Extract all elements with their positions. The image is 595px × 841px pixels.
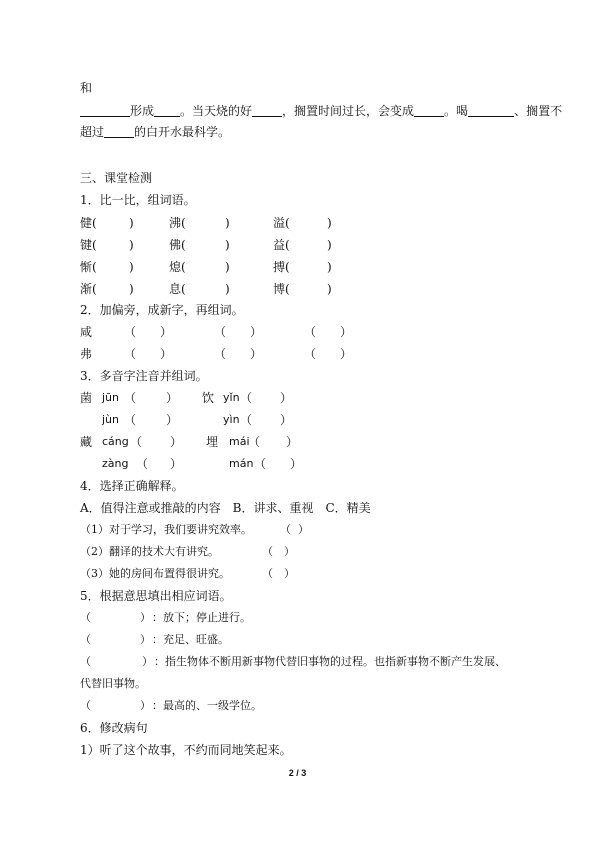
q2-row: 弗 （ ） （ ） （ ） xyxy=(80,347,353,361)
blank[interactable] xyxy=(104,125,134,138)
q1-row: 健( ) 沸( ) 溢( ) xyxy=(80,216,332,230)
blank[interactable] xyxy=(154,104,180,117)
q4-title: 4．选择正确解释。 xyxy=(80,479,184,493)
q1-row: 惭( ) 熄( ) 搏( ) xyxy=(80,260,332,274)
blank[interactable] xyxy=(414,104,444,117)
section-title: 三、课堂检测 xyxy=(80,171,153,185)
intro-line-0: 和 xyxy=(80,81,93,95)
q3-title: 3．多音字注音并组词。 xyxy=(80,369,208,383)
blank[interactable] xyxy=(468,104,514,117)
intro-line-2: 超过 的白开水最科学。 xyxy=(80,125,231,139)
q5-title: 5．根据意思填出相应词语。 xyxy=(80,589,232,603)
q4-item: （2）翻译的技术大有讲究。 （ ） xyxy=(80,545,295,558)
q1-title: 1．比一比，组词语。 xyxy=(80,193,196,207)
q5-item: （ ） ：放下；停止进行。 xyxy=(80,611,251,624)
q5-item: （ ） ：指生物体不断用新事物代替旧事物的过程。也指新事物不断产生发展、 xyxy=(80,655,506,668)
q4-item: （3）她的房间布置得很讲究。 （ ） xyxy=(80,567,295,580)
q4-options: A．值得注意或推敲的内容 B．讲求、重视 C．精美 xyxy=(80,501,371,515)
q6-title: 6．修改病句 xyxy=(80,721,148,735)
q1-row: 渐( ) 息( ) 博( ) xyxy=(80,282,332,296)
q4-item: （1）对于学习，我们要讲究效率。 （ ） xyxy=(80,523,309,536)
q3-row: 菌 jūn （ ） 饮 yǐn （ ） xyxy=(80,391,293,405)
q5-item: （ ） ：最高的、一级学位。 xyxy=(80,699,262,712)
q6-item: 1）听了这个故事，不约而同地笑起来。 xyxy=(80,743,292,757)
intro-line-1: 形成 。当天烧的好 ，搁置时间过长，会变成 。喝 、搁置不 xyxy=(80,103,562,119)
page-number: 2 / 3 xyxy=(288,768,307,778)
q2-title: 2．加偏旁，成新字，再组词。 xyxy=(80,303,244,317)
q3-row: 藏 cáng （ ） 埋 mái （ ） xyxy=(80,435,299,449)
q5-cont: 代替旧事物。 xyxy=(80,677,146,690)
q1-row: 键( ) 佛( ) 益( ) xyxy=(80,238,332,252)
blank[interactable] xyxy=(252,104,282,117)
q2-row: 咸 （ ） （ ） （ ） xyxy=(80,325,353,339)
blank[interactable] xyxy=(80,104,130,117)
document-page: 和 形成 。当天烧的好 ，搁置时间过长，会变成 。喝 、搁置不 超过 的白开水最科学。 三、课堂检测 1．比一比，组词语。 健( ) 沸( ) 溢( ) 键( ) 佛( ) 益( ) 惭( ) 熄( ) 搏( ) 渐( ) 息( ) 博( ) 2．加偏旁，成新字，再组词。 咸 （ ） （ ） （ ） 弗 （ ） （ ） （ ） 3．多音字注音并组词。 菌 jūn （ ） 饮 yǐn （ ） jùn （ ） yìn （ ） 藏 cáng （ ） 埋 mái （ ） zàng （ ） mán （ ） 4．选择正确解释。 A．值得注意或推敲的内容 B．讲求、重视 C．精美 （1）对于学习，我们要讲究效率。 （ ） （2）翻译的技术大有讲究。 （ ） （3）她的房间布置得很讲究。 （ ） 5．根据意思填出相应词语。 （ ） ：放下；停止进行。 （ ） ：充足、旺盛。 （ ） ：指生物体不断用新事物代替旧事物的过程。也指新事物不断产生发展、 代替旧事物。 （ ） ：最高的、一级学位。 6．修改病句 1）听了这个故事，不约而同地笑起来。 2 / 3 xyxy=(0,0,595,841)
q5-item: （ ） ：充足、旺盛。 xyxy=(80,633,229,646)
